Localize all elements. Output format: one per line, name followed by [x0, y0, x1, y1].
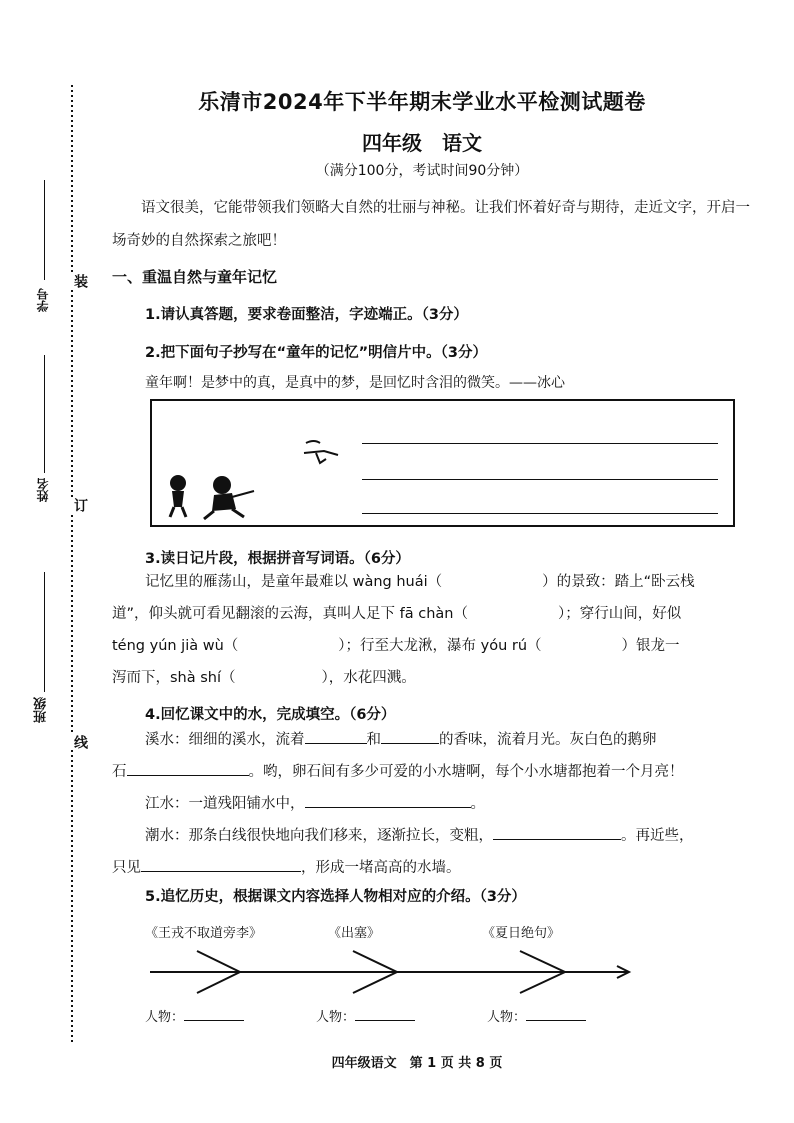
binding-dotted-line: [68, 85, 76, 1045]
q4-line-2: 石 。哟，卵石间有多少可爱的小水塘啊，每个小水塘都抱着一个月亮！: [112, 756, 762, 788]
student-id-label: 学号: [36, 288, 50, 312]
person-2-blank[interactable]: [355, 1008, 415, 1021]
quote-text: 童年啊！是梦中的真，是真中的梦，是回忆时含泪的微笑。——冰心: [145, 375, 565, 391]
person-1-blank[interactable]: [184, 1008, 244, 1021]
blank-creek-2[interactable]: [381, 727, 439, 744]
person-2: 人物：: [316, 1006, 415, 1025]
children-illustration: [162, 473, 257, 523]
question-3: 3.读日记片段，根据拼音写词语。（6分）: [145, 551, 410, 567]
poem-2: 《出塞》: [328, 926, 381, 941]
name-field[interactable]: [44, 355, 45, 473]
question-4: 4.回忆课文中的水，完成填空。（6分）: [145, 707, 396, 723]
postcard-line-1[interactable]: [362, 443, 718, 444]
exam-note: （满分100分，考试时间90分钟）: [315, 163, 529, 179]
question-2: 2.把下面句子抄写在“童年的记忆”明信片中。（3分）: [145, 345, 487, 361]
blank-tide-2[interactable]: [141, 855, 301, 872]
poem-3: 《夏日绝句》: [482, 926, 561, 941]
timeline-arrow: [145, 945, 635, 995]
page-footer: 四年级语文 第 1 页 共 8 页: [331, 1056, 503, 1071]
exam-title: 乐清市2024年下半年期末学业水平检测试题卷: [198, 90, 646, 114]
postcard: [150, 399, 735, 527]
q4-line-3: 江水：一道残阳铺水中， 。: [145, 788, 745, 820]
question-1: 1.请认真答题，要求卷面整洁，字迹端正。（3分）: [145, 307, 468, 323]
q4-line-1: 溪水：细细的溪水，流着 和 的香味，流着月光。灰白色的鹅卵: [145, 724, 745, 756]
blank-pebble[interactable]: [127, 759, 249, 776]
binding-label-ding: 订: [72, 498, 88, 512]
class-field[interactable]: [44, 572, 45, 692]
q3-line-3: téng yún jià wù（ ）；行至大龙湫，瀑布 yóu rú（ ）银龙一: [112, 638, 680, 654]
person-3: 人物：: [487, 1006, 586, 1025]
blank-tide-1[interactable]: [493, 823, 621, 840]
exam-subtitle: 四年级 语文: [362, 131, 482, 155]
person-3-blank[interactable]: [526, 1008, 586, 1021]
section-1-title: 一、重温自然与童年记忆: [112, 268, 278, 286]
q3-line-4: 泻而下，shà shí（ ），水花四溅。: [112, 670, 416, 686]
postcard-line-3[interactable]: [362, 513, 718, 514]
binding-label-zhuang: 装: [72, 274, 88, 288]
class-label: 班级: [34, 697, 49, 723]
binding-label-xian: 线: [72, 735, 88, 749]
student-id-field[interactable]: [44, 180, 45, 280]
person-1: 人物：: [145, 1006, 244, 1025]
poem-1: 《王戎不取道旁李》: [145, 926, 263, 941]
q3-line-1: 记忆里的雁荡山，是童年最难以 wàng huái（ ）的景致：踏上“卧云栈: [145, 574, 695, 590]
question-5: 5.追忆历史，根据课文内容选择人物相对应的介绍。（3分）: [145, 889, 526, 905]
q4-line-5: 只见 ，形成一堵高高的水墙。: [112, 852, 752, 884]
q3-line-2: 道”，仰头就可看见翻滚的云海，真叫人足下 fā chàn（ ）；穿行山间，好似: [112, 606, 682, 622]
q4-line-4: 潮水：那条白线很快地向我们移来，逐渐拉长，变粗， 。再近些，: [145, 820, 755, 852]
name-label: 姓名: [36, 478, 50, 502]
blank-creek-1[interactable]: [305, 727, 367, 744]
intro-paragraph: 语文很美，它能带领我们领略大自然的壮丽与神秘。让我们怀着好奇与期待，走近文字，开启一场奇妙的自然探索之旅吧！: [112, 200, 750, 249]
blank-river[interactable]: [305, 791, 471, 808]
bird-icon: [302, 437, 344, 467]
postcard-line-2[interactable]: [362, 479, 718, 480]
